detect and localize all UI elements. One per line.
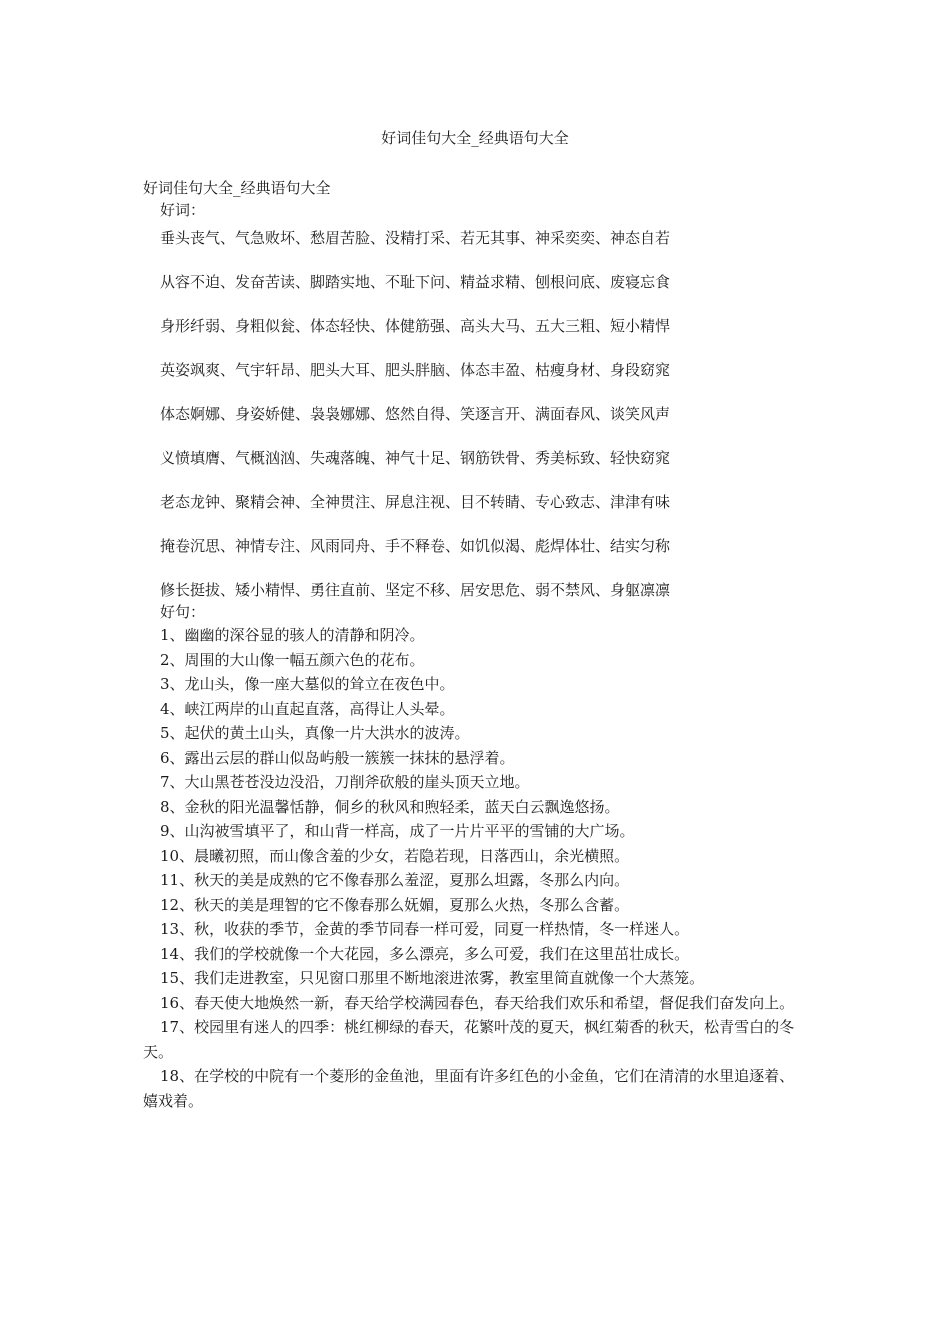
sentences-section-label: 好句：	[160, 603, 206, 621]
sentence-item: 12、秋天的美是理智的它不像春那么妩媚，夏那么火热，冬那么含蓄。	[160, 895, 630, 914]
word-line: 英姿飒爽、气宇轩昂、肥头大耳、肥头胖脑、体态丰盈、枯瘦身材、身段窈窕	[160, 361, 671, 379]
word-line: 掩卷沉思、神情专注、风雨同舟、手不释卷、如饥似渴、彪焊体壮、结实匀称	[160, 537, 671, 555]
sentence-item: 18、在学校的中院有一个菱形的金鱼池，里面有许多红色的小金鱼，它们在清清的水里追逐着、嬉戏着。	[143, 1067, 795, 1110]
sentence-item: 13、秋，收获的季节，金黄的季节同春一样可爱，同夏一样热情，冬一样迷人。	[160, 920, 690, 938]
sentence-item: 11、秋天的美是成熟的它不像春那么羞涩，夏那么坦露，冬那么内向。	[160, 871, 630, 889]
sentence-item: 6、露出云层的群山似岛屿般一簇簇一抹抹的悬浮着。	[160, 748, 515, 767]
sentence-item: 2、周围的大山像一幅五颜六色的花布。	[160, 650, 425, 669]
sentence-item: 3、龙山头，像一座大墓似的耸立在夜色中。	[160, 675, 455, 693]
word-line: 垂头丧气、气急败坏、愁眉苦脸、没精打采、若无其事、神采奕奕、神态自若	[160, 229, 671, 247]
words-section-label: 好词：	[160, 201, 206, 219]
sentence-item: 16、春天使大地焕然一新，春天给学校满园春色，春天给我们欢乐和希望，督促我们奋发向上。	[160, 993, 795, 1012]
sentence-item: 9、山沟被雪填平了，和山背一样高，成了一片片平平的雪铺的大广场。	[160, 822, 635, 840]
sentence-item: 5、起伏的黄土山头，真像一片大洪水的波涛。	[160, 724, 470, 742]
sentence-item: 14、我们的学校就像一个大花园，多么漂亮，多么可爱，我们在这里茁壮成长。	[160, 944, 690, 963]
word-line: 义愤填膺、气概汹汹、失魂落魄、神气十足、钢筋铁骨、秀美标致、轻快窈窕	[160, 449, 671, 467]
word-line: 体态婀娜、身姿娇健、袅袅娜娜、悠然自得、笑逐言开、满面春风、谈笑风声	[160, 405, 671, 423]
document-body	[143, 177, 809, 1113]
document-subtitle: 好词佳句大全_经典语句大全	[143, 179, 331, 197]
sentence-item: 1、幽幽的深谷显的骇人的清静和阴冷。	[160, 626, 425, 644]
word-line: 从容不迫、发奋苦读、脚踏实地、不耻下问、精益求精、刨根问底、废寝忘食	[160, 273, 671, 291]
word-line: 修长挺拔、矮小精悍、勇往直前、坚定不移、居安思危、弱不禁风、身躯凛凛	[160, 581, 671, 599]
word-line: 身形纤弱、身粗似瓮、体态轻快、体健筋强、高头大马、五大三粗、短小精悍	[160, 317, 671, 335]
sentence-item: 17、校园里有迷人的四季：桃红柳绿的春天，花繁叶茂的夏天，枫红菊香的秋天，松青雪白的冬天。	[143, 1018, 795, 1061]
sentence-item: 4、峡江两岸的山直起直落，高得让人头晕。	[160, 699, 455, 718]
sentence-item: 7、大山黑苍苍没边没沿，刀削斧砍般的崖头顶天立地。	[160, 773, 530, 791]
sentence-item: 8、金秋的阳光温馨恬静，侗乡的秋风和煦轻柔，蓝天白云飘逸悠扬。	[160, 797, 620, 816]
sentence-item: 15、我们走进教室，只见窗口那里不断地滚进浓雾，教室里简直就像一个大蒸笼。	[160, 969, 705, 987]
sentence-item: 10、晨曦初照，而山像含羞的少女，若隐若现，日落西山，余光横照。	[160, 846, 630, 865]
document-title: 好词佳句大全_经典语句大全	[381, 129, 569, 147]
word-line: 老态龙钟、聚精会神、全神贯注、屏息注视、目不转睛、专心致志、津津有味	[160, 493, 671, 511]
